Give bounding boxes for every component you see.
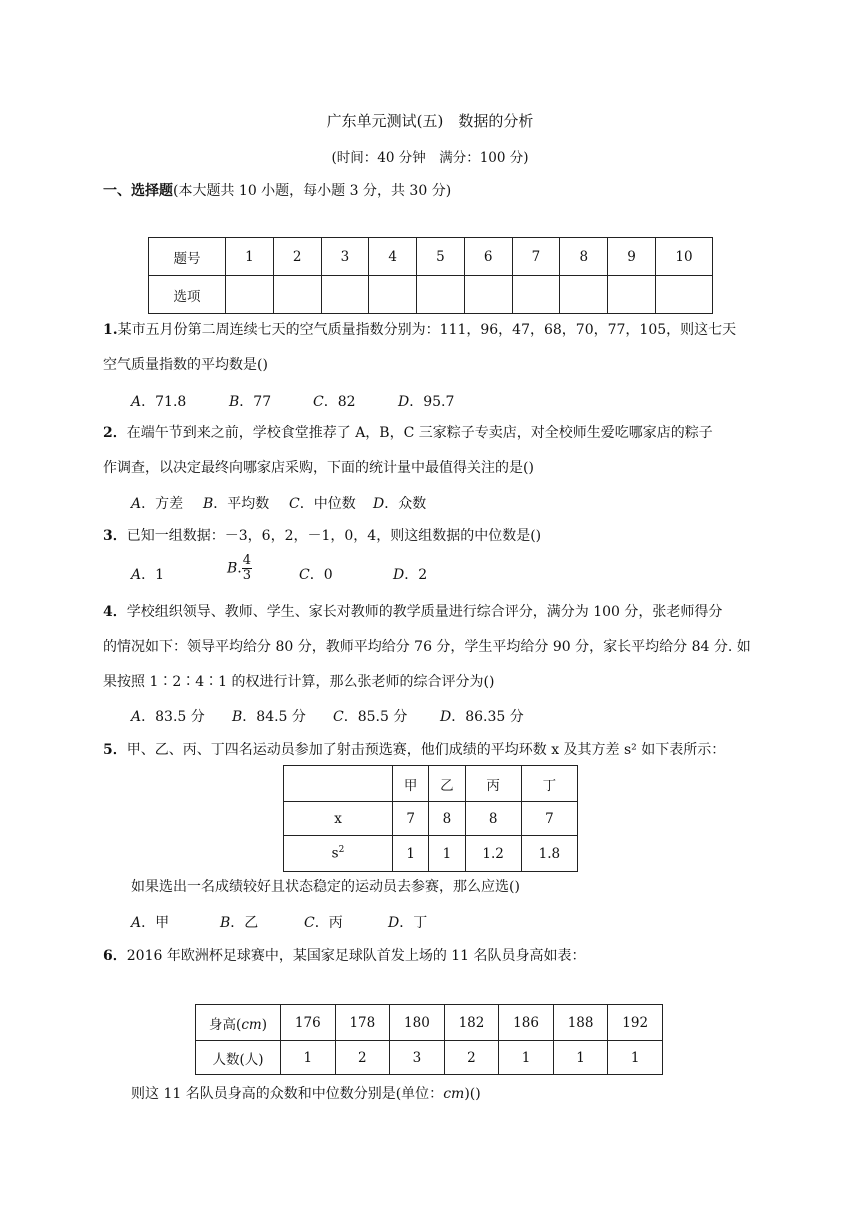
answer-cell[interactable]: [656, 276, 713, 314]
option-letter: A: [131, 915, 142, 931]
option-text: 中位数: [313, 496, 356, 512]
question-5-line-2: 如果选出一名成绩较好且状态稳定的运动员去参赛，那么应选(): [131, 879, 520, 895]
question-number: 2．: [103, 425, 127, 441]
fraction: [242, 554, 252, 583]
athlete-header: 丙: [465, 766, 521, 802]
option-sep: ．: [230, 915, 245, 931]
question-number: 5．: [103, 742, 127, 758]
table-cell: 7: [393, 802, 429, 836]
table-cell: 1: [393, 836, 429, 872]
option-letter: D: [393, 567, 405, 583]
option-letter: C: [289, 496, 300, 512]
answer-cell[interactable]: [560, 276, 608, 314]
answer-table-header-label: 题号: [149, 238, 226, 276]
option-text: 丁: [413, 915, 428, 931]
row-label-count: 人数(人): [196, 1041, 281, 1075]
question-text: 2016 年欧洲杯足球赛中，某国家足球队首发上场的 11 名队员身高如表：: [126, 948, 586, 964]
table-cell: 186: [499, 1005, 554, 1041]
page-title: 广东单元测试(五) 数据的分析: [326, 112, 534, 130]
answer-table-number: 1: [226, 238, 274, 276]
question-text: 某市五月份第二周连续七天的空气质量指数分别为：111，96，47，68，70，77，105，则这七天: [117, 322, 737, 338]
option-text: 丙: [328, 915, 343, 931]
section-heading-label: 一、选择题: [103, 183, 173, 199]
question-6-line-2: [131, 1084, 481, 1104]
option-sep: ．: [314, 915, 329, 931]
table-cell: 1: [499, 1041, 554, 1075]
question-4-line-2: 的情况如下：领导平均给分 80 分，教师平均给分 76 分，学生平均给分 90 分，家长平均给分 84 分. 如: [103, 639, 751, 655]
row-label-height: [196, 1005, 281, 1041]
athlete-header: 甲: [393, 766, 429, 802]
answer-table-number: 9: [608, 238, 656, 276]
option-a[interactable]: [131, 391, 186, 411]
option-sep: ．: [239, 394, 254, 410]
question-text: 甲、乙、丙、丁四名运动员参加了射击预选赛，他们成绩的平均环数 x 及其方差 s² 如下表所示：: [126, 742, 726, 758]
option-text: 84.5 分: [256, 709, 306, 725]
table-cell: 1: [281, 1041, 336, 1075]
question-4-line-3: 果按照 1∶2∶4∶1 的权进行计算，那么张老师的综合评分为(): [103, 674, 495, 690]
height-table: [195, 1004, 663, 1075]
variance-symbol: s: [331, 845, 339, 862]
athlete-header: 乙: [429, 766, 465, 802]
option-b[interactable]: [232, 706, 306, 726]
table-cell: 8: [465, 802, 521, 836]
table-cell: 7: [521, 802, 577, 836]
unit-text: cm: [443, 1086, 465, 1102]
option-sep: ．: [399, 915, 414, 931]
option-letter: B: [227, 560, 238, 577]
unit-text: cm: [241, 1016, 262, 1033]
question-text: 已知一组数据：－3，6，2，－1，0，4，则这组数据的中位数是(): [126, 528, 542, 544]
option-sep: .: [237, 560, 242, 577]
athlete-stats-table: [283, 765, 578, 872]
option-sep: ．: [141, 394, 156, 410]
option-c[interactable]: [333, 706, 407, 726]
athlete-header: 丁: [521, 766, 577, 802]
option-a[interactable]: [131, 564, 164, 584]
answer-table-number: 8: [560, 238, 608, 276]
option-d[interactable]: [393, 564, 427, 584]
option-sep: ．: [141, 709, 156, 725]
question-number: 3．: [103, 528, 127, 544]
question-1: [103, 320, 736, 340]
table-cell: 1.8: [521, 836, 577, 872]
option-sep: ．: [343, 709, 358, 725]
option-sep: ．: [451, 709, 466, 725]
answer-cell[interactable]: [417, 276, 465, 314]
answer-cell[interactable]: [273, 276, 321, 314]
variance-exponent: 2: [338, 845, 345, 856]
option-text: 方差: [155, 496, 184, 512]
question-2-line-2: 作调查，以决定最终向哪家店采购，下面的统计量中最值得关注的是(): [103, 460, 534, 476]
option-letter: B: [203, 496, 214, 512]
option-letter: C: [299, 567, 310, 583]
option-sep: ．: [141, 567, 156, 583]
option-sep: ．: [213, 496, 228, 512]
table-cell: 182: [444, 1005, 499, 1041]
option-b[interactable]: [227, 554, 252, 583]
table-cell: 1: [553, 1041, 608, 1075]
question-text: 在端午节到来之前，学校食堂推荐了 A，B，C 三家粽子专卖店，对全校师生爱吃哪家店的粽子: [126, 425, 713, 441]
option-text: 乙: [244, 915, 259, 931]
option-d[interactable]: [398, 391, 454, 411]
option-text: 71.8: [155, 394, 187, 410]
option-a[interactable]: [131, 706, 205, 726]
table-cell: 192: [608, 1005, 663, 1041]
option-letter: C: [333, 709, 344, 725]
option-text: 82: [337, 394, 356, 410]
answer-table-number: 10: [656, 238, 713, 276]
section-heading: [103, 180, 451, 200]
option-d[interactable]: [388, 912, 427, 932]
option-letter: D: [388, 915, 400, 931]
table-cell: 2: [444, 1041, 499, 1075]
option-c[interactable]: [304, 912, 343, 932]
fraction-denominator: 3: [242, 568, 252, 583]
answer-cell[interactable]: [512, 276, 560, 314]
table-cell: 1: [429, 836, 465, 872]
answer-cell[interactable]: [464, 276, 512, 314]
answer-table-number: 3: [321, 238, 369, 276]
option-sep: ．: [141, 496, 156, 512]
option-letter: D: [373, 496, 385, 512]
question-6: [103, 946, 586, 966]
answer-cell[interactable]: [321, 276, 369, 314]
option-d[interactable]: [440, 706, 524, 726]
answer-table-option-label: 选项: [149, 276, 226, 314]
fraction-numerator: 4: [242, 553, 252, 568]
option-d[interactable]: [373, 493, 426, 513]
answer-table-number: 7: [512, 238, 560, 276]
answer-table-number: 6: [464, 238, 512, 276]
option-letter: A: [131, 394, 142, 410]
option-text: 众数: [398, 496, 427, 512]
option-text: 85.5 分: [357, 709, 408, 725]
table-cell: 176: [281, 1005, 336, 1041]
option-b[interactable]: [229, 391, 271, 411]
option-letter: B: [229, 394, 240, 410]
option-letter: C: [304, 915, 315, 931]
option-text: 77: [253, 394, 272, 410]
table-cell: 1.2: [465, 836, 521, 872]
option-letter: B: [220, 915, 231, 931]
option-text: 平均数: [227, 496, 270, 512]
page-subtitle: (时间：40 分钟 满分：100 分): [331, 150, 529, 166]
option-letter: D: [440, 709, 452, 725]
question-4: [103, 602, 722, 622]
option-sep: ．: [409, 394, 424, 410]
label-text: ): [261, 1016, 267, 1033]
option-c[interactable]: [289, 493, 356, 513]
question-text: 学校组织领导、教师、学生、家长对教师的教学质量进行综合评分，满分为 100 分，张老师得分: [126, 604, 723, 620]
answer-cell[interactable]: [608, 276, 656, 314]
question-2: [103, 423, 713, 443]
table-cell: 3: [390, 1041, 445, 1075]
option-text: 83.5 分: [155, 709, 205, 725]
option-sep: ．: [141, 915, 156, 931]
option-text: 86.35 分: [465, 709, 524, 725]
question-number: 1.: [103, 322, 118, 338]
option-text: 甲: [155, 915, 170, 931]
option-sep: ．: [309, 567, 324, 583]
option-letter: A: [131, 709, 142, 725]
question-number: 6．: [103, 948, 127, 964]
table-cell: 8: [429, 802, 465, 836]
table-cell: 1: [608, 1041, 663, 1075]
option-letter: A: [131, 567, 142, 583]
answer-cell[interactable]: [226, 276, 274, 314]
row-label-mean: x: [284, 802, 393, 836]
option-text: 1: [155, 567, 165, 583]
question-5: [103, 740, 725, 760]
table-cell: 188: [553, 1005, 608, 1041]
question-number: 4．: [103, 604, 127, 620]
option-sep: ．: [242, 709, 257, 725]
option-text: 2: [418, 567, 428, 583]
option-a[interactable]: [131, 493, 183, 513]
question-text: )(): [464, 1086, 481, 1102]
option-letter: C: [313, 394, 324, 410]
option-a[interactable]: [131, 912, 169, 932]
option-c[interactable]: [313, 391, 356, 411]
answer-table-number: 4: [369, 238, 417, 276]
option-sep: ．: [299, 496, 314, 512]
table-cell: 2: [335, 1041, 390, 1075]
option-letter: B: [232, 709, 243, 725]
option-letter: D: [398, 394, 410, 410]
option-c[interactable]: [299, 564, 333, 584]
answer-cell[interactable]: [369, 276, 417, 314]
option-sep: ．: [384, 496, 399, 512]
section-heading-note: (本大题共 10 小题，每小题 3 分，共 30 分): [173, 183, 452, 199]
question-3: [103, 526, 541, 546]
question-text: 则这 11 名队员身高的众数和中位数分别是(单位：: [131, 1086, 444, 1102]
table-corner-cell: [284, 766, 393, 802]
option-text: 0: [323, 567, 333, 583]
row-label-variance: [284, 836, 393, 872]
question-1-line-2: 空气质量指数的平均数是(): [103, 357, 268, 373]
answer-table-number: 2: [273, 238, 321, 276]
option-sep: ．: [404, 567, 419, 583]
label-text: 身高(: [209, 1016, 242, 1033]
table-cell: 180: [390, 1005, 445, 1041]
option-b[interactable]: [203, 493, 269, 513]
option-letter: A: [131, 496, 142, 512]
answer-table-number: 5: [417, 238, 465, 276]
answer-table: [148, 237, 713, 314]
option-text: 95.7: [423, 394, 455, 410]
option-b[interactable]: [220, 912, 258, 932]
table-cell: 178: [335, 1005, 390, 1041]
option-sep: ．: [323, 394, 338, 410]
